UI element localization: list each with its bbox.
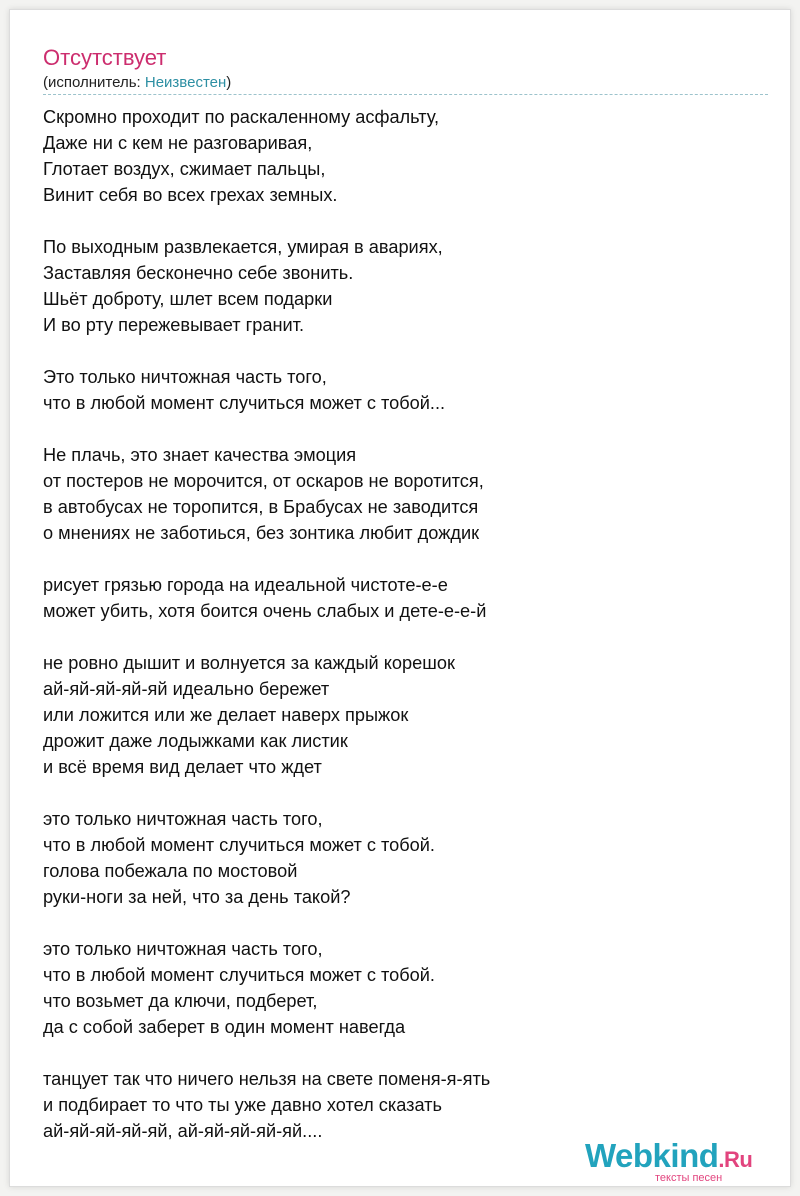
stanza-break [43,546,763,572]
stanza-break [43,208,763,234]
lyrics-text [43,104,763,1144]
stanza-break [43,416,763,442]
artist-suffix: ) [226,74,232,91]
lyric-line: или ложится или же делает наверх прыжок [43,705,409,725]
lyric-line: может убить, хотя боится очень слабых и дете-е-е-й [43,601,487,621]
lyric-line: да с собой заберет в один момент навегда [43,1017,406,1037]
lyric-line: что возьмет да ключи, подберет, [43,991,318,1011]
stanza-break [43,780,763,806]
lyrics-card [9,9,791,1187]
lyric-line: что в любой момент случиться может с тобой... [43,393,446,413]
lyric-line: Глотает воздух, сжимает пальцы, [43,159,326,179]
lyric-line: Винит себя во всех грехах земных. [43,185,338,205]
lyric-line: голова побежала по мостовой [43,861,298,881]
lyric-line: что в любой момент случиться может с тобой. [43,965,435,985]
artist-line [43,74,231,92]
logo-main-text: Webkind [585,1137,719,1174]
lyric-line: руки-ноги за ней, что за день такой? [43,887,351,907]
lyric-line: рисует грязью города на идеальной чистоте-е-е [43,575,448,595]
lyric-line: Шьёт доброту, шлет всем подарки [43,289,333,309]
song-title: Отсутствует [43,45,167,70]
site-logo[interactable] [585,1138,785,1186]
lyric-line: Это только ничтожная часть того, [43,367,327,387]
lyric-line: это только ничтожная часть того, [43,809,323,829]
lyric-line: танцует так что ничего нельзя на свете поменя-я-ять [43,1069,491,1089]
lyric-line: и подбирает то что ты уже давно хотел сказать [43,1095,442,1115]
lyric-line: не ровно дышит и волнуется за каждый корешок [43,653,455,673]
artist-prefix: (исполнитель: [43,74,145,91]
logo-suffix: .Ru [718,1147,753,1172]
lyric-line: о мнениях не заботиься, без зонтика любит дождик [43,523,480,543]
lyric-line: это только ничтожная часть того, [43,939,323,959]
stanza-break [43,910,763,936]
stanza-break [43,338,763,364]
header-divider [43,94,768,95]
lyric-line: дрожит даже лодыжками как листик [43,731,348,751]
stanza-break [43,624,763,650]
logo-tagline: тексты песен [655,1172,723,1184]
lyric-line: в автобусах не торопится, в Брабусах не заводится [43,497,479,517]
lyric-line: Даже ни с кем не разговаривая, [43,133,313,153]
artist-link[interactable]: Неизвестен [144,74,227,91]
stanza-break [43,1040,763,1066]
lyric-line: что в любой момент случиться может с тобой. [43,835,435,855]
lyric-line: И во рту пережевывает гранит. [43,315,305,335]
lyric-line: Заставляя бесконечно себе звонить. [43,263,354,283]
lyric-line: ай-яй-яй-яй-яй идеально бережет [43,679,330,699]
lyric-line: Скромно проходит по раскаленному асфальту, [43,107,440,127]
lyric-line: от постеров не морочится, от оскаров не воротится, [43,471,484,491]
lyric-line: По выходным развлекается, умирая в авариях, [43,237,443,257]
lyric-line: ай-яй-яй-яй-яй, ай-яй-яй-яй-яй.... [43,1121,323,1141]
lyric-line: Не плачь, это знает качества эмоция [43,445,357,465]
lyric-line: и всё время вид делает что ждет [43,757,322,777]
